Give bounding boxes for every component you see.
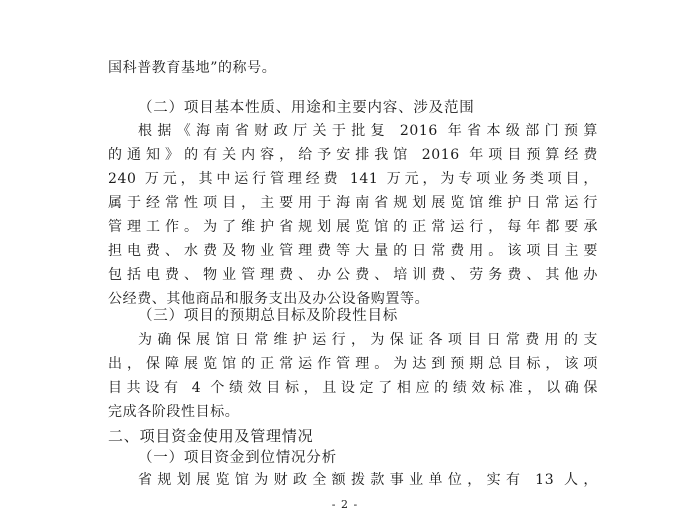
paragraph-line: 包括电费、物业管理费、办公费、培训费、劳务费、其他办 xyxy=(108,267,598,283)
paragraph-line: 的通知》的有关内容，给予安排我馆 2016 年项目预算经费 xyxy=(108,147,598,163)
paragraph-line: 为确保展馆日常维护运行，为保证各项目日常费用的支 xyxy=(138,332,598,348)
paragraph-line: 属于经常性项目，主要用于海南省规划展览馆维护日常运行 xyxy=(108,195,598,211)
section-heading-3: （三）项目的预期总目标及阶段性目标 xyxy=(138,308,399,324)
paragraph-line: 省规划展览馆为财政全额拨款事业单位，实有 13 人， xyxy=(138,472,598,488)
section-heading-1: （一）项目资金到位情况分析 xyxy=(138,450,337,466)
text-line: 国科普教育基地”的称号。 xyxy=(108,60,277,76)
paragraph-line: 担电费、水费及物业管理费等大量的日常费用。该项目主要 xyxy=(108,243,598,259)
page-number: - 2 - xyxy=(331,498,359,511)
paragraph-line: 240 万元，其中运行管理经费 141 万元，为专项业务类项目， xyxy=(108,171,598,187)
paragraph-line: 管理工作。为了维护省规划展览馆的正常运行，每年都要承 xyxy=(108,219,598,235)
chapter-heading: 二、项目资金使用及管理情况 xyxy=(108,427,314,445)
paragraph-line: 根据《海南省财政厅关于批复 2016 年省本级部门预算 xyxy=(138,123,598,139)
section-heading-2: （二）项目基本性质、用途和主要内容、涉及范围 xyxy=(138,100,475,116)
paragraph-line: 目共设有 4 个绩效目标，且设定了相应的绩效标准，以确保 xyxy=(108,380,598,396)
paragraph-line: 完成各阶段性目标。 xyxy=(108,404,240,420)
paragraph-line: 出，保障展览馆的正常运作管理。为达到预期总目标，该项 xyxy=(108,356,598,372)
paragraph-line: 公经费、其他商品和服务支出及办公设备购置等。 xyxy=(108,291,430,307)
